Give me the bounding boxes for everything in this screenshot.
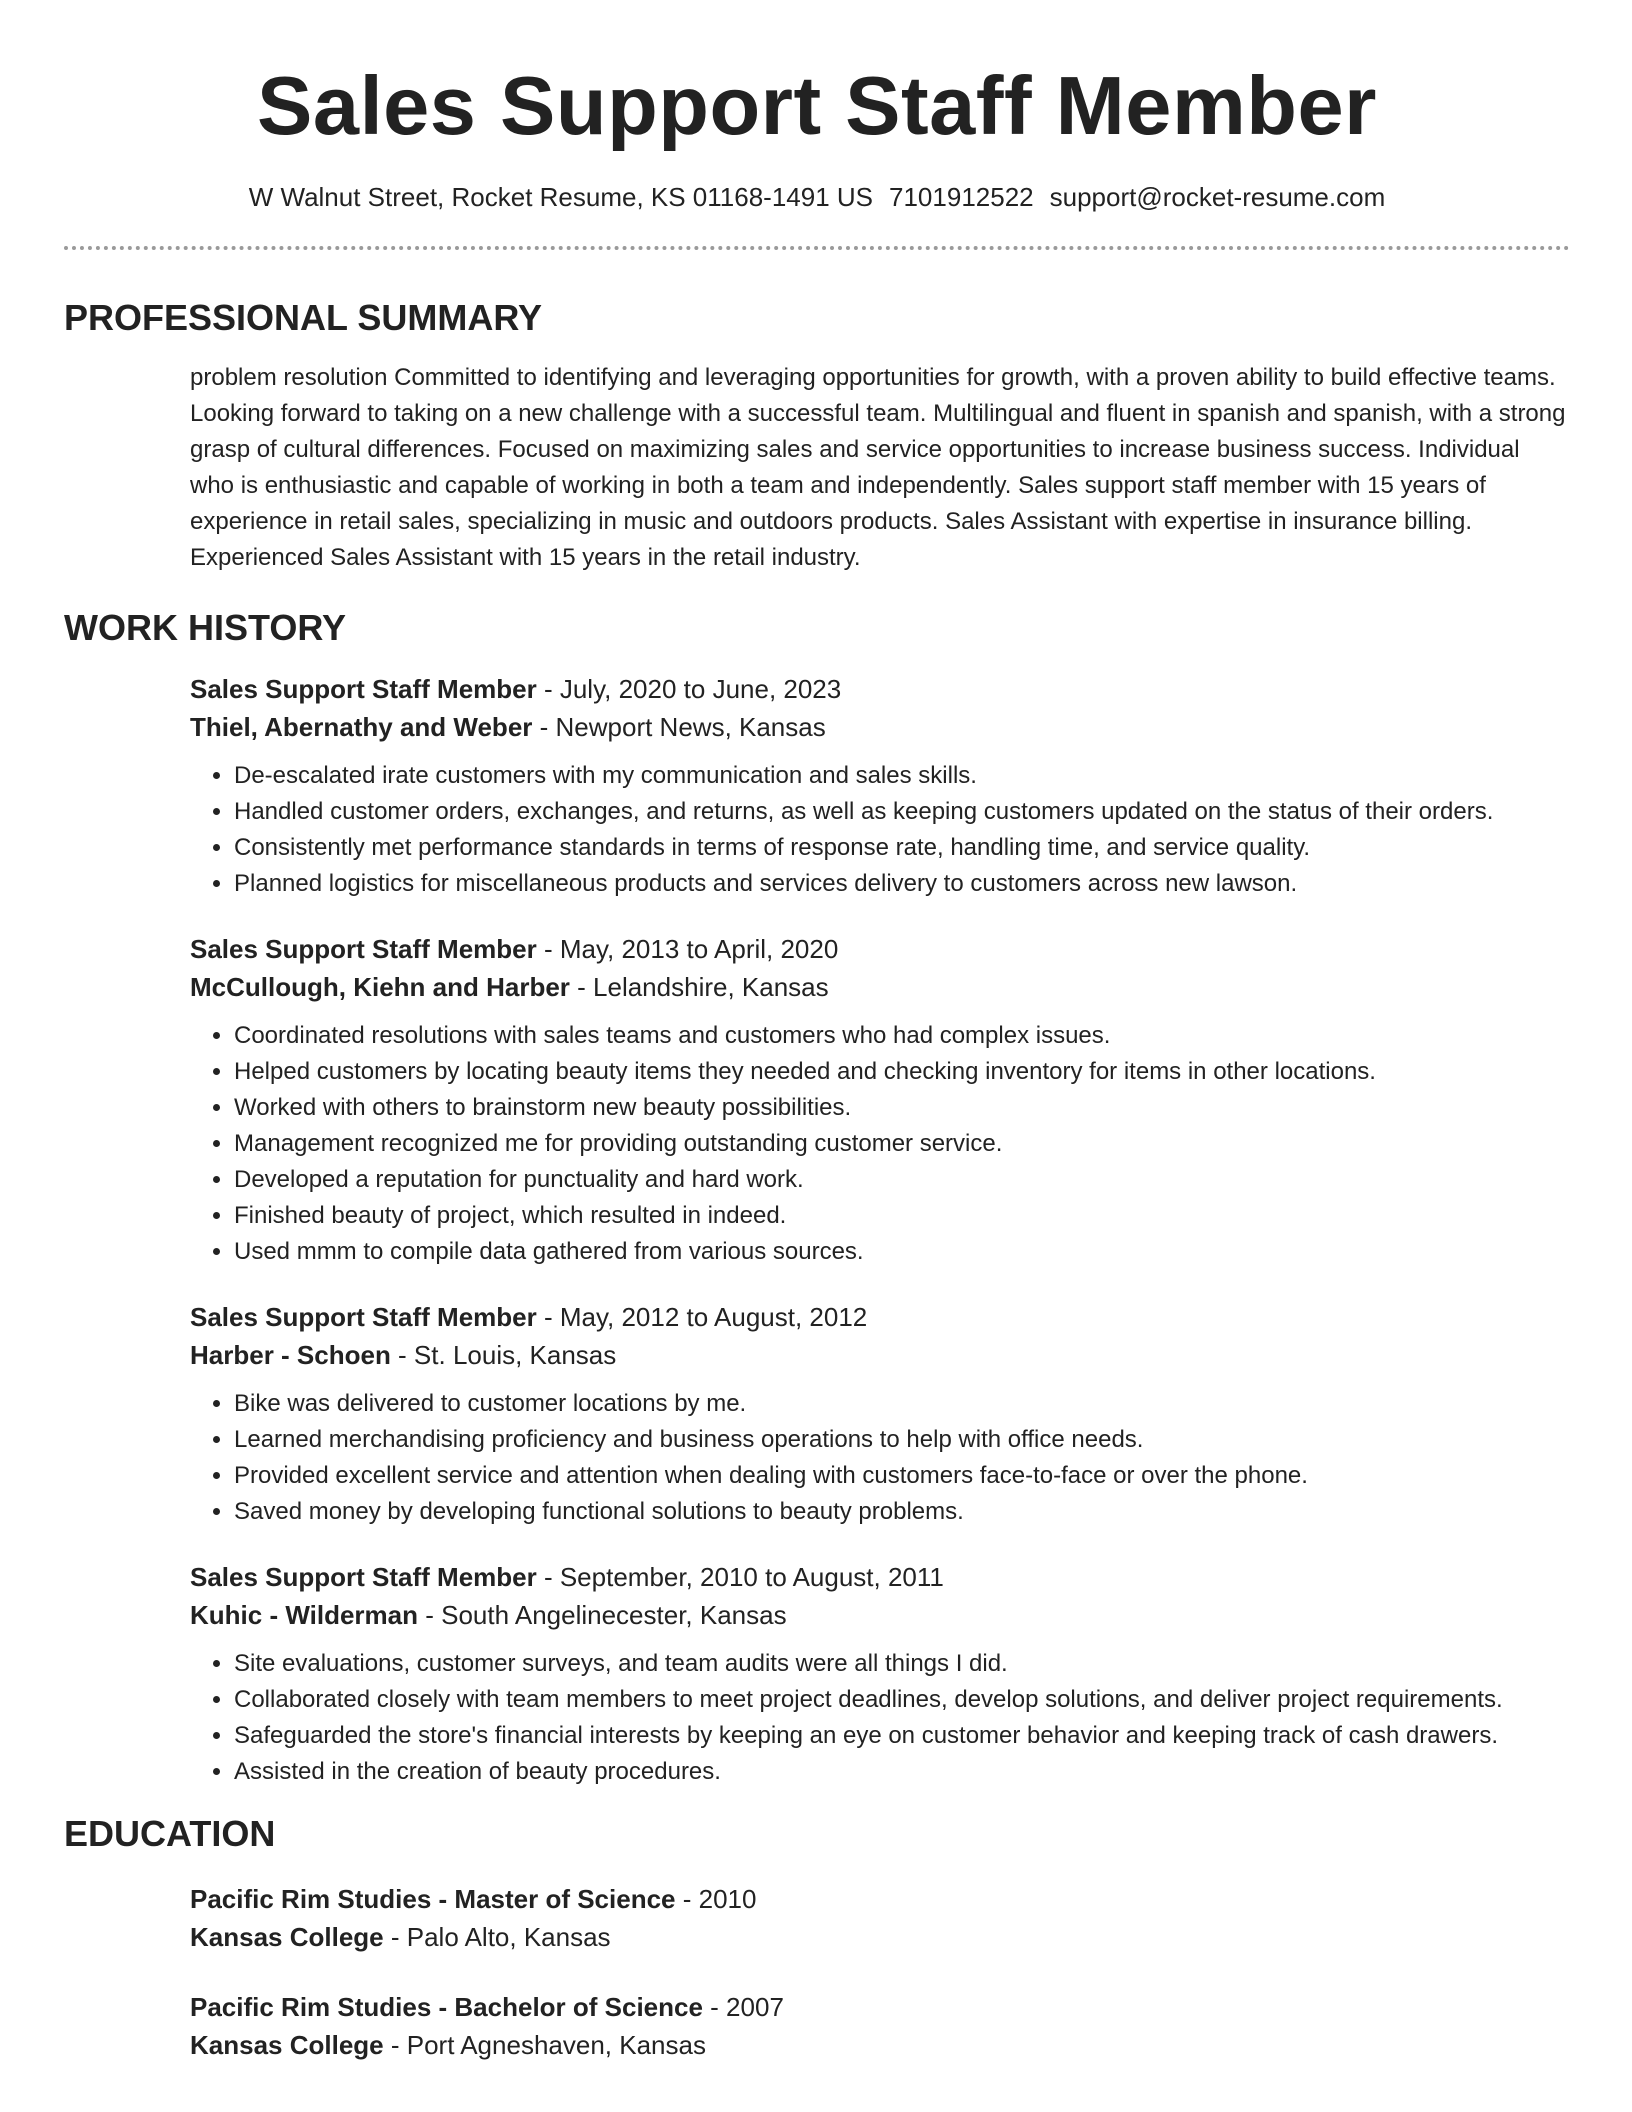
job-bullets	[190, 758, 1570, 902]
job-bullet: • Helped customers by locating beauty items they needed and checking inventory for items in other locations.	[234, 1054, 1570, 1090]
job-location: - South Angelinecester, Kansas	[418, 1600, 787, 1630]
job-entry	[190, 1298, 1570, 1530]
job-bullet: • Worked with others to brainstorm new beauty possibilities.	[234, 1090, 1570, 1126]
education-heading: EDUCATION	[64, 1813, 276, 1854]
job-bullet: • Developed a reputation for punctuality and hard work.	[234, 1162, 1570, 1198]
job-company-line	[190, 1596, 1570, 1634]
education-degree-line	[190, 1880, 1570, 1918]
job-entry	[190, 670, 1570, 902]
job-bullet: • Planned logistics for miscellaneous products and services delivery to customers across new lawson.	[234, 866, 1570, 902]
job-bullet: • De-escalated irate customers with my communication and sales skills.	[234, 758, 1570, 794]
job-bullet: • Provided excellent service and attention when dealing with customers face-to-face or over the phone.	[234, 1458, 1570, 1494]
job-bullets	[190, 1018, 1570, 1270]
job-title-line	[190, 930, 1570, 968]
education-degree-line	[190, 1988, 1570, 2026]
job-company: Kuhic - Wilderman	[190, 1600, 419, 1630]
work-history-heading: WORK HISTORY	[64, 607, 347, 648]
job-bullet: • Collaborated closely with team members to meet project deadlines, develop solutions, and deliver project requirements.	[234, 1682, 1570, 1718]
education-location: - Port Agneshaven, Kansas	[383, 2030, 706, 2060]
job-bullet: • Handled customer orders, exchanges, and returns, as well as keeping customers updated on the status of their orders.	[234, 794, 1570, 830]
education-school-line	[190, 1918, 1570, 1956]
education-year: - 2010	[675, 1884, 757, 1914]
education-school: Kansas College	[190, 1922, 384, 1952]
resume-page	[64, 0, 1570, 2064]
job-bullet: • Learned merchandising proficiency and business operations to help with office needs.	[234, 1422, 1570, 1458]
job-company-line	[190, 1336, 1570, 1374]
job-company-line	[190, 708, 1570, 746]
education-location: - Palo Alto, Kansas	[383, 1922, 611, 1952]
job-company-line	[190, 968, 1570, 1006]
education-degree: Pacific Rim Studies - Bachelor of Science	[190, 1992, 703, 2022]
job-bullet: • Assisted in the creation of beauty procedures.	[234, 1754, 1570, 1790]
job-bullet: • Management recognized me for providing outstanding customer service.	[234, 1126, 1570, 1162]
summary-text: problem resolution Committed to identifying and leveraging opportunities for growth, with a proven ability to build effective teams. Looking forward to taking on a new challenge with a successful team. Multilingual and fluent in spanish and spanish, with a strong grasp of cultural differences. Focused on maximizing sales and service opportunities to increase business success. Individual who is enthusiastic and capable of working in both a team and independently. Sales support staff member with 15 years of experience in retail sales, specializing in music and outdoors products. Sales Assistant with expertise in insurance billing. Experienced Sales Assistant with 15 years in the retail industry.	[190, 364, 1566, 571]
job-dates: - July, 2020 to June, 2023	[536, 674, 842, 704]
job-dates: - May, 2013 to April, 2020	[536, 934, 839, 964]
job-bullets	[190, 1386, 1570, 1530]
job-title-line	[190, 1298, 1570, 1336]
job-bullet: • Site evaluations, customer surveys, and team audits were all things I did.	[234, 1646, 1570, 1682]
job-role: Sales Support Staff Member	[190, 674, 537, 704]
education-entry	[190, 1988, 1570, 2064]
education-school: Kansas College	[190, 2030, 384, 2060]
job-role: Sales Support Staff Member	[190, 934, 537, 964]
job-bullet: • Consistently met performance standards in terms of response rate, handling time, and service quality.	[234, 830, 1570, 866]
job-location: - Newport News, Kansas	[532, 712, 826, 742]
job-location: - St. Louis, Kansas	[390, 1340, 617, 1370]
education-entry	[190, 1880, 1570, 1956]
job-bullet: • Safeguarded the store's financial interests by keeping an eye on customer behavior and keeping track of cash drawers.	[234, 1718, 1570, 1754]
job-entry	[190, 1558, 1570, 1790]
job-bullet: • Bike was delivered to customer locations by me.	[234, 1386, 1570, 1422]
job-bullet: • Coordinated resolutions with sales teams and customers who had complex issues.	[234, 1018, 1570, 1054]
job-bullet: • Saved money by developing functional solutions to beauty problems.	[234, 1494, 1570, 1530]
summary-heading: PROFESSIONAL SUMMARY	[64, 297, 543, 338]
job-dates: - September, 2010 to August, 2011	[536, 1562, 944, 1592]
job-company: Thiel, Abernathy and Weber	[190, 712, 533, 742]
contact-email: support@rocket-resume.com	[1049, 182, 1386, 212]
contact-phone: 7101912522	[889, 182, 1034, 212]
job-entry	[190, 930, 1570, 1270]
job-bullet: • Used mmm to compile data gathered from various sources.	[234, 1234, 1570, 1270]
education-school-line	[190, 2026, 1570, 2064]
header-divider	[64, 246, 1570, 250]
education-degree: Pacific Rim Studies - Master of Science	[190, 1884, 676, 1914]
resume-name: Sales Support Staff Member	[257, 59, 1377, 152]
job-title-line	[190, 670, 1570, 708]
job-company: Harber - Schoen	[190, 1340, 391, 1370]
job-role: Sales Support Staff Member	[190, 1562, 537, 1592]
education-year: - 2007	[702, 1992, 784, 2022]
job-bullets	[190, 1646, 1570, 1790]
contact-address: W Walnut Street, Rocket Resume, KS 01168-1491 US	[248, 182, 874, 212]
contact-line	[64, 180, 1570, 214]
job-company: McCullough, Kiehn and Harber	[190, 972, 570, 1002]
job-role: Sales Support Staff Member	[190, 1302, 537, 1332]
job-dates: - May, 2012 to August, 2012	[536, 1302, 868, 1332]
job-title-line	[190, 1558, 1570, 1596]
job-location: - Lelandshire, Kansas	[569, 972, 829, 1002]
job-bullet: • Finished beauty of project, which resulted in indeed.	[234, 1198, 1570, 1234]
